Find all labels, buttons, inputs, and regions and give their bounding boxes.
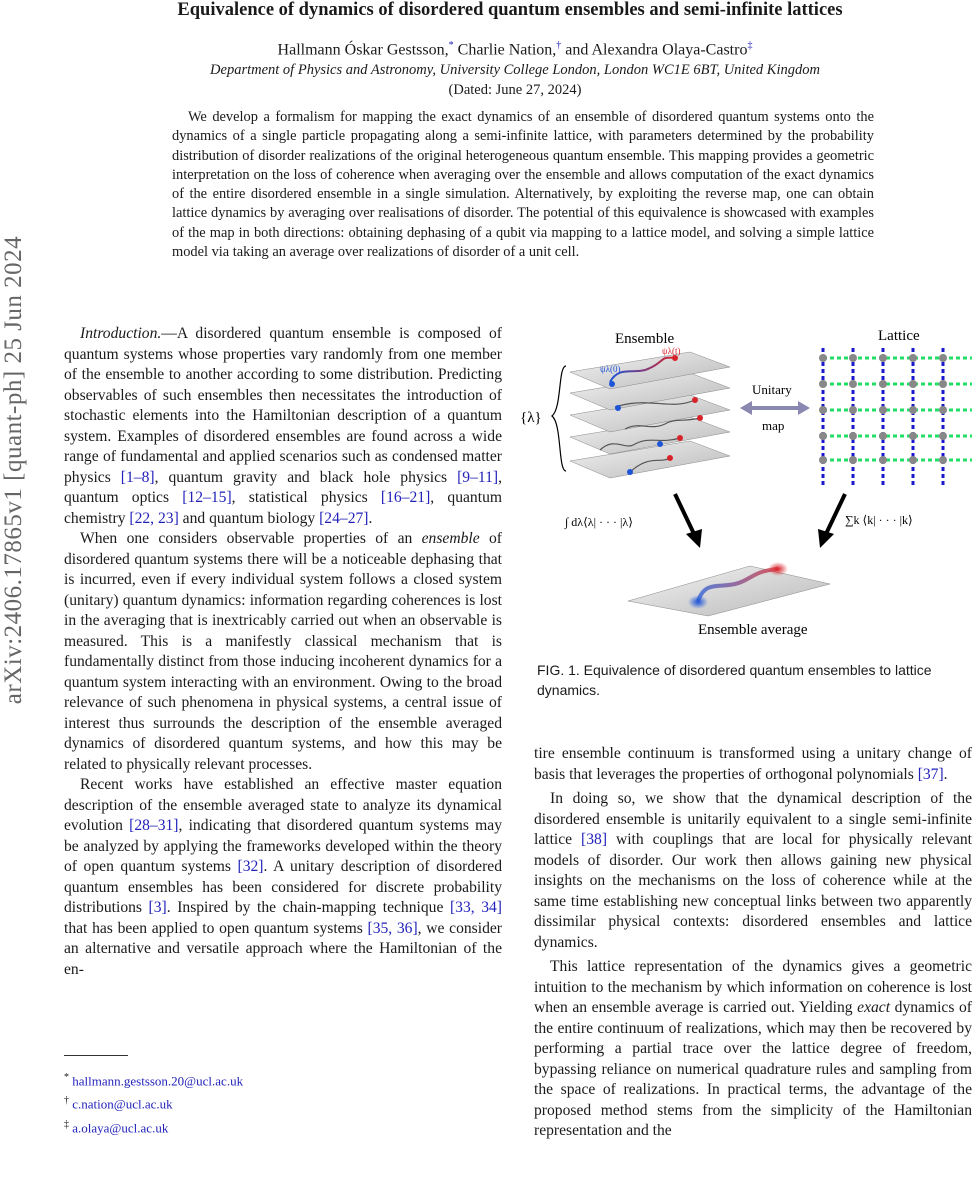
average-plane <box>628 566 830 616</box>
footnotes <box>64 1068 243 1138</box>
citation[interactable]: [22, 23] <box>129 509 179 527</box>
start-point <box>657 441 663 447</box>
brace <box>552 366 566 471</box>
figure-1-diagram <box>520 326 973 646</box>
citation[interactable]: [32] <box>237 858 264 875</box>
right-down-arrow <box>825 494 845 536</box>
abstract: We develop a formalism for mapping the exact dynamics of an ensemble of disordered quantum systems onto the dynamics of a single particle propagating along a semi-infinite lattice, with parameters determined by the probability distribution of disorder realizations of the original heterogeneous quantum ensemble. This mapping provides a geometric interpretation on the loss of coherence when averaging over the ensemble and allows computation of the exact dynamics of the entire disordered ensemble in a single simulation. Alternatively, by exploiting the reverse map, one can obtain lattice dynamics by averaging over realisations of disorder. The potential of this equivalence is showcased with examples of the map in both directions: obtaining dephasing of a qubit via mapping to a lattice model, and solving a simple lattice model via taking an average over realizations of disorder of a unit cell. <box>172 109 874 261</box>
end-point <box>677 435 683 441</box>
citation[interactable]: [37] <box>917 765 944 783</box>
left-down-arrow <box>675 494 695 536</box>
end-point <box>667 455 673 461</box>
footnote-2: † c.nation@ucl.ac.uk <box>64 1095 173 1112</box>
citation[interactable]: [33, 34] <box>449 899 502 916</box>
footnote-3: ‡ a.olaya@ucl.ac.uk <box>64 1118 169 1135</box>
arrow-head <box>818 529 834 548</box>
author-1: Hallmann Óskar Gestsson, <box>277 41 449 59</box>
citation[interactable]: [16–21] <box>380 489 431 506</box>
psi-t-label: ψλ(t) <box>662 346 681 356</box>
body-paragraph: Recent works have established an effective master equation description of the ensemble averaged state to analyze its dynamical evolution [28–31], indicating that disordered quantum systems may be analyzed by applying the frameworks developed within the theory of open quantum systems [32]. A unitary description of disordered quantum ensembles has been considered for discrete probability distributions [3]. Inspired by the chain-mapping technique [33, 34] that has been applied to open quantum systems [35, 36], we consider an alternative and versatile approach where the Hamiltonian of the en- <box>64 776 502 978</box>
body-paragraph: tire ensemble continuum is transformed using a unitary change of basis that leverages the properties of orthogonal polynomials [37]. <box>534 745 972 783</box>
figure-1 <box>520 326 973 646</box>
lambda-label: {λ} <box>520 410 542 426</box>
author-2-footnote-mark[interactable]: † <box>556 40 562 51</box>
integral-label: ∫ dλ⟨λ| · · · |λ⟩ <box>565 515 633 529</box>
paper-title: Equivalence of dynamics of disordered quantum ensembles and semi-infinite lattices <box>177 0 843 20</box>
ensemble-average-label: Ensemble average <box>698 622 808 638</box>
unitary-label: Unitary <box>752 382 792 397</box>
average-start-blob <box>688 595 708 609</box>
date-line: (Dated: June 27, 2024) <box>448 82 582 98</box>
arrow-head-left <box>740 401 752 415</box>
start-point <box>627 469 633 475</box>
start-point <box>609 381 615 387</box>
lattice-grid <box>823 348 972 486</box>
author-3: and Alexandra Olaya-Castro <box>565 41 748 59</box>
start-point <box>615 405 621 411</box>
right-column <box>534 744 972 1142</box>
citation[interactable]: [28–31] <box>129 817 179 834</box>
sum-label: ∑k ⟨k| · · · |k⟩ <box>845 513 913 527</box>
author-1-footnote-mark[interactable]: * <box>448 40 454 51</box>
ensemble-planes <box>570 352 730 478</box>
email-link[interactable]: c.nation@ucl.ac.uk <box>72 1096 173 1112</box>
intro-paragraph: Introduction.—A disordered quantum ensemble is composed of quantum systems whose properties vary randomly from one member of the ensemble to another according to some distribution. Predicting observables of such ensembles then necessitates the introduction of stochastic elements into the Hamiltonian description of a quantum system. Examples of disordered ensembles are found across a wide range of fundamental and applied scenarios such as condensed matter physics [1–8], quantum gravity and black hole physics [9–11], quantum optics [12–15], statistical physics [16–21], quantum chemistry [22, 23] and quantum biology [24–27]. <box>64 325 502 527</box>
left-column <box>64 324 502 980</box>
average-end-blob <box>768 562 788 576</box>
author-2: Charlie Nation, <box>457 41 557 59</box>
email-link[interactable]: a.olaya@ucl.ac.uk <box>72 1119 169 1135</box>
citation[interactable]: [24–27] <box>319 509 369 527</box>
author-list <box>100 40 930 59</box>
citation[interactable]: [12–15] <box>182 489 232 506</box>
footnote-1: * hallmann.gestsson.20@ucl.ac.uk <box>64 1072 244 1089</box>
citation[interactable]: [38] <box>581 831 608 848</box>
citation[interactable]: [35, 36] <box>367 919 418 937</box>
citation[interactable]: [9–11] <box>457 468 499 486</box>
arrow-head-right <box>798 401 810 415</box>
ensemble-label: Ensemble <box>615 331 675 347</box>
author-3-footnote-mark[interactable]: ‡ <box>747 40 753 51</box>
body-paragraph: In doing so, we show that the dynamical description of the disordered ensemble is unitarily equivalent to a single semi-infinite lattice [38] with couplings that are local for physically relevant models of disorder. Our work then allows gaining new physical insights on the mechanisms on the loss of coherence while at the same time establishing new conceptual links between two apparently dissimilar physical contexts: disordered ensembles and lattice dynamics. <box>534 790 972 951</box>
footnote-rule <box>64 1055 128 1056</box>
figure-caption: FIG. 1. Equivalence of disordered quantum ensembles to lattice dynamics. <box>537 662 932 698</box>
email-link[interactable]: hallmann.gestsson.20@ucl.ac.uk <box>72 1073 244 1089</box>
affiliation: Department of Physics and Astronomy, University College London, London WC1E 6BT, United Kingdom <box>210 62 820 78</box>
end-point <box>697 415 703 421</box>
arxiv-side-label: arXiv:2406.17865v1 [quant-ph] 25 Jun 2024 <box>0 235 27 705</box>
citation[interactable]: [1–8] <box>120 468 155 486</box>
end-point <box>692 397 698 403</box>
psi-0-label: ψλ(0) <box>600 364 621 374</box>
citation[interactable]: [3] <box>148 899 167 916</box>
intro-heading: Introduction. <box>80 325 162 342</box>
lattice-label: Lattice <box>878 328 920 344</box>
body-paragraph: When one considers observable properties of an ensemble of disordered quantum systems there will be a noticeable dephasing that is incurred, even if every individual system follows a closed system (unitary) quantum dynamics: information regarding coherences is lost in the averaging that is inextricably carried out when an observable is measured. This is a manifestly classical mechanism that is fundamentally distinct from those inducing incoherent dynamics for a quantum system interacting with an environment. Owing to the broad relevance of such phenomena in physical systems, a central issue of interest thus surrounds the description of the ensemble averaged dynamics of disordered quantum systems, and how this may be related to physically relevant processes. <box>64 530 503 773</box>
map-label: map <box>762 418 785 433</box>
body-paragraph: This lattice representation of the dynamics gives a geometric intuition to the mechanism by which information on coherence is lost when an ensemble average is carried out. Yielding exact dynamics of the entire continuum of realizations, which may then be recovered by performing a partial trace over the lattice degree of freedom, bypassing reliance on numerical quadrature rules and sampling from the space of realizations. In practical terms, the advantage of the proposed method stems from the simplicity of the Hamiltonian representation and the <box>534 958 972 1139</box>
arrow-head <box>686 529 702 548</box>
